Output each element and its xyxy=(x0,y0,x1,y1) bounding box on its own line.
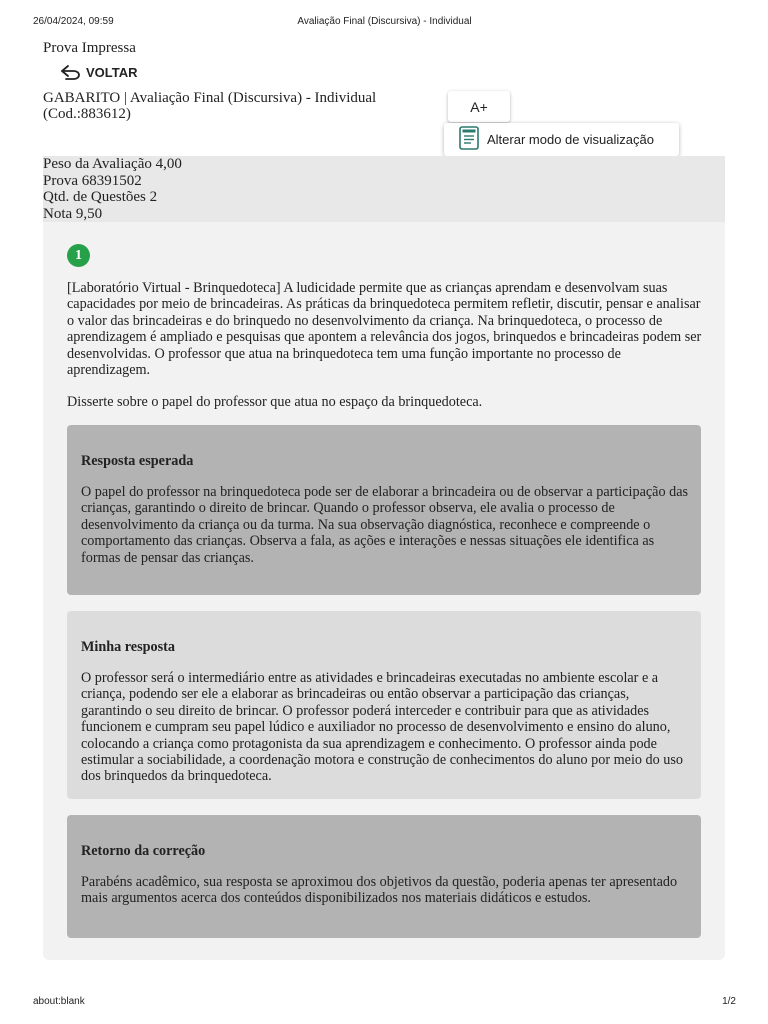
question-prompt: Disserte sobre o papel do professor que atua no espaço da brinquedoteca. xyxy=(67,394,483,410)
back-button[interactable] xyxy=(60,64,138,80)
document-icon xyxy=(459,126,479,153)
print-footer xyxy=(33,996,736,1010)
print-header xyxy=(33,16,736,30)
my-answer-title: Minha resposta xyxy=(81,639,175,655)
exam-info-box xyxy=(43,156,725,222)
expected-answer-title: Resposta esperada xyxy=(81,453,194,469)
expected-answer-box xyxy=(67,425,701,595)
prova-impressa-label: Prova Impressa xyxy=(43,40,136,56)
print-page-number: 1/2 xyxy=(722,996,736,1007)
view-mode-label: Alterar modo de visualização xyxy=(487,132,654,147)
view-mode-button[interactable] xyxy=(444,123,679,156)
feedback-title: Retorno da correção xyxy=(81,843,206,859)
question-card xyxy=(43,222,725,960)
increase-font-label: A+ xyxy=(470,98,488,115)
expected-answer-text: O papel do professor na brinquedoteca pode ser de elaborar a brincadeira ou de observar a participação das crianças, garantindo o direito de brincar. Quando o professor observa, ele avalia o processo de desenvolvimento da criança ou da turma. Na sua observação diagnóstica, reconhece e compreende o comportamento das crianças. Observa a fala, as ações e interações e nessas situações ele identifica as formas de pensar das crianças. xyxy=(81,484,689,566)
my-answer-box xyxy=(67,611,701,799)
print-datetime: 26/04/2024, 09:59 xyxy=(33,16,114,27)
exam-id: Prova 68391502 xyxy=(43,172,142,189)
exam-weight: Peso da Avaliação 4,00 xyxy=(43,156,182,172)
print-url: about:blank xyxy=(33,996,85,1007)
exam-grade: Nota 9,50 xyxy=(43,205,103,222)
question-count: Qtd. de Questões 2 xyxy=(43,189,158,205)
page-title: GABARITO | Avaliação Final (Discursiva) - Individual (Cod.:883612) xyxy=(43,90,377,122)
back-arrow-icon xyxy=(60,64,82,80)
my-answer-text: O professor será o intermediário entre as atividades e brincadeiras executadas no ambiente escolar e a criança, podendo ser ele a elaborar as brincadeiras ou então observar a participação das crianças, garantindo o seu direito de brincar. O professor poderá interceder e contribuir para que as atividades funcionem e cumpram seu papel lúdico e auxiliador no processo de desenvolvimento e ensino do aluno, colocando a criança como protagonista da sua aprendizagem e conhecimento. O professor ainda pode estimular a sociabilidade, a coordenação motora e construção de conhecimentos do aluno por meio do uso dos brinquedos da brinquedoteca. xyxy=(81,670,683,785)
print-title: Avaliação Final (Discursiva) - Individual xyxy=(297,16,472,27)
back-label: VOLTAR xyxy=(86,64,138,80)
question-number-badge: 1 xyxy=(67,244,90,267)
increase-font-button[interactable] xyxy=(448,91,510,122)
feedback-text: Parabéns acadêmico, sua resposta se aproximou dos objetivos da questão, poderia apenas ter apresentado mais argumentos acerca dos conteúdos disponibilizados nos materiais didáticos e estudos. xyxy=(81,874,678,907)
question-text: [Laboratório Virtual - Brinquedoteca] A ludicidade permite que as crianças aprendam e desenvolvam suas capacidades por meio de brincadeiras. As práticas da brinquedoteca permitem refletir, discutir, pensar e analisar o valor das brincadeiras e do brinquedo no desenvolvimento da criança. Na brinquedoteca, o processo de aprendizagem é ampliado e pesquisas que apontem a relevância dos jogos, brinquedos e brincadeiras podem ser desenvolvidas. O professor que atua na brinquedoteca tem uma função importante no processo de aprendizagem. xyxy=(67,280,702,379)
feedback-box xyxy=(67,815,701,938)
